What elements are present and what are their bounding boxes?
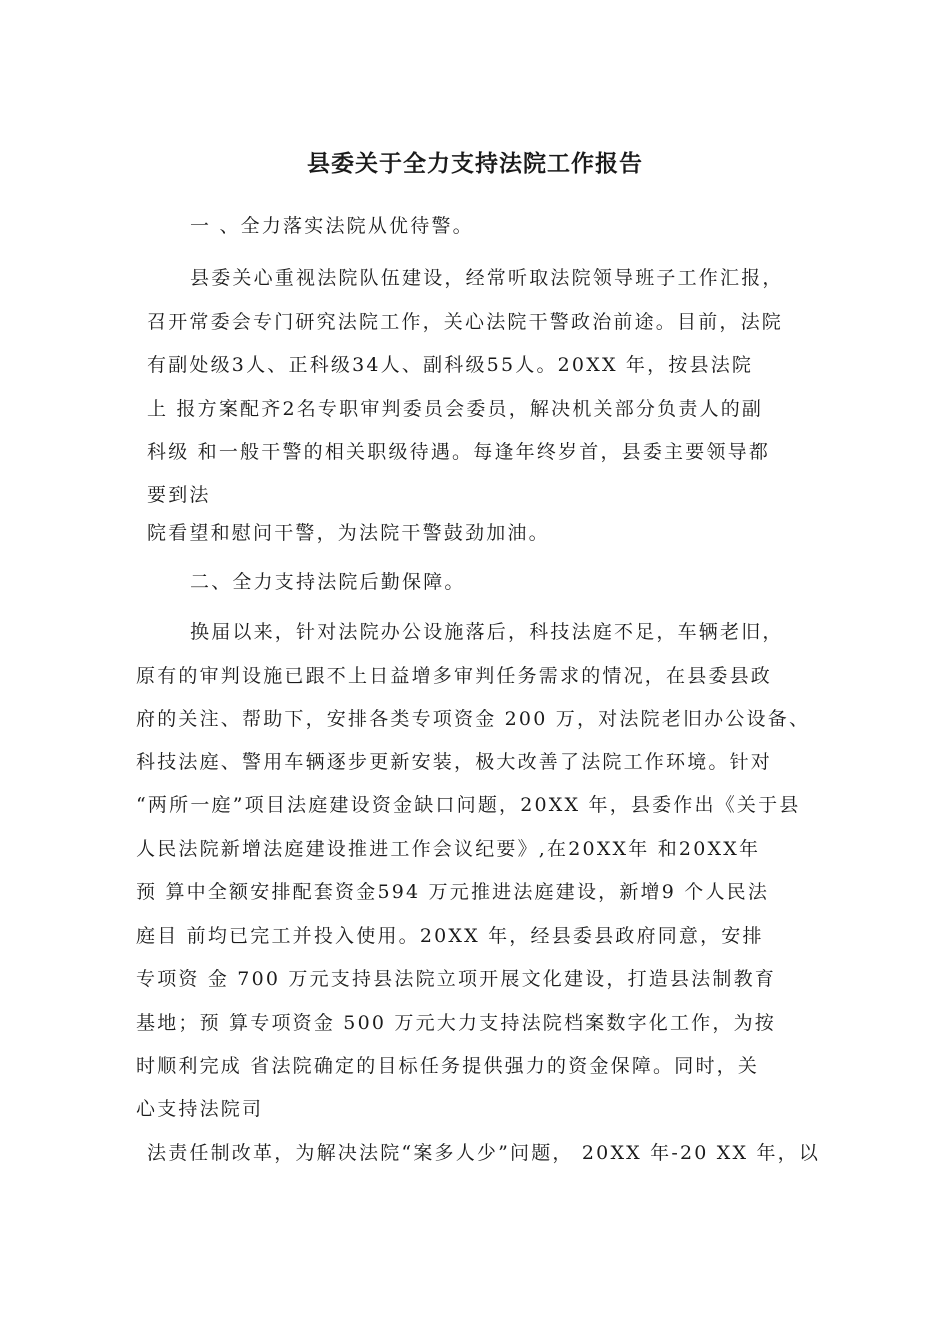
- paragraph-line: 有副处级3人、正科级34人、副科级55人。20XX 年，按县法院: [147, 354, 754, 376]
- paragraph-line: 府的关注、帮助下，安排各类专项资金 200 万，对法院老旧办公设备、: [136, 708, 811, 730]
- paragraph-line: 院看望和慰问干警，为法院干警鼓劲加油。: [147, 522, 550, 544]
- paragraph-line: “两所一庭”项目法庭建设资金缺口问题，20XX 年，县委作出《关于县: [136, 794, 801, 816]
- paragraph-line: 换届以来，针对法院办公设施落后，科技法庭不足，车辆老旧，: [190, 621, 784, 643]
- heading-section-1: 一 、全力落实法院从优待警。: [190, 215, 474, 237]
- paragraph-line: 时顺利完成 省法院确定的目标任务提供强力的资金保障。同时，关: [136, 1055, 760, 1077]
- paragraph-line: 县委关心重视法院队伍建设，经常听取法院领导班子工作汇报，: [190, 267, 784, 289]
- paragraph-line: 基地；预 算专项资金 500 万元大力支持法院档案数字化工作，为按: [136, 1012, 776, 1034]
- paragraph-line: 上 报方案配齐2名专职审判委员会委员，解决机关部分负责人的副: [147, 398, 764, 420]
- paragraph-line: 人民法院新增法庭建设推进工作会议纪要》,在20XX年 和20XX年: [136, 838, 761, 860]
- paragraph-line: 庭目 前均已完工并投入使用。20XX 年，经县委县政府同意，安排: [136, 925, 764, 947]
- paragraph-line: 科级 和一般干警的相关职级待遇。每逢年终岁首，县委主要领导都: [147, 441, 771, 463]
- heading-section-2: 二、全力支持法院后勤保障。: [190, 571, 466, 593]
- paragraph-line: 专项资 金 700 万元支持县法院立项开展文化建设，打造县法制教育: [136, 968, 776, 990]
- document-title: 县委关于全力支持法院工作报告: [307, 151, 643, 177]
- paragraph-line: 召开常委会专门研究法院工作，关心法院干警政治前途。目前，法院: [147, 311, 784, 333]
- paragraph-line: 科技法庭、警用车辆逐步更新安装，极大改善了法院工作环境。针对: [136, 751, 773, 773]
- paragraph-line: 法责任制改革，为解决法院“案多人少”问题， 20XX 年-20 XX 年，以: [147, 1142, 821, 1164]
- paragraph-line: 要到法: [147, 484, 211, 506]
- paragraph-line: 心支持法院司: [136, 1098, 264, 1120]
- paragraph-line: 原有的审判设施已跟不上日益增多审判任务需求的情况，在县委县政: [136, 665, 773, 687]
- paragraph-line: 预 算中全额安排配套资金594 万元推进法庭建设，新增9 个人民法: [136, 881, 770, 903]
